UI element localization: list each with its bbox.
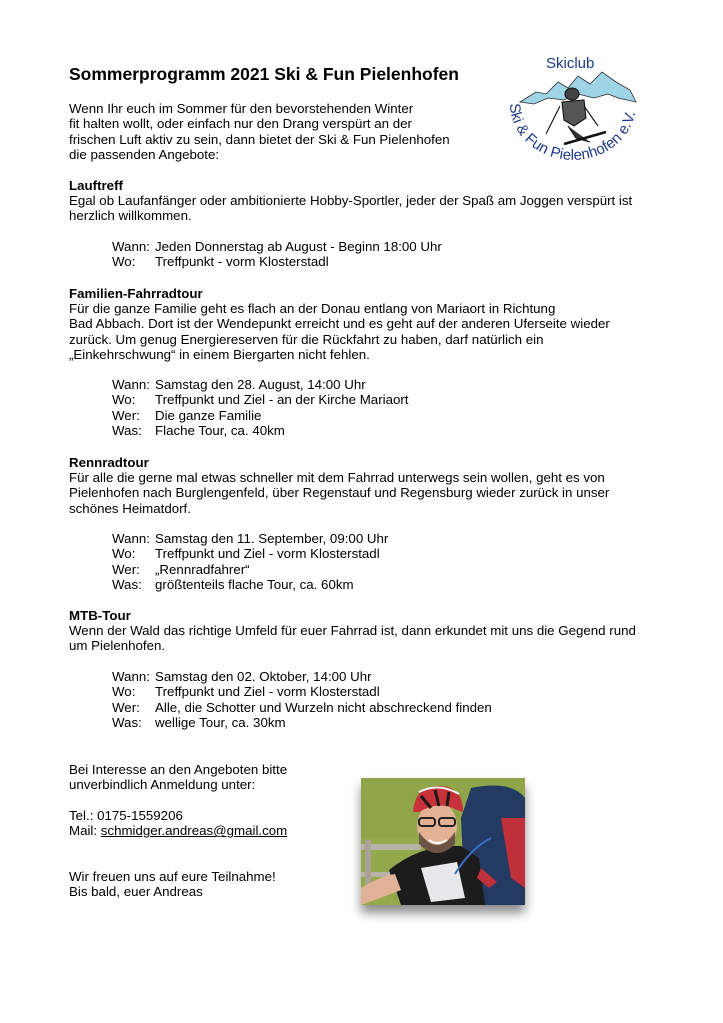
contact-details	[69, 808, 287, 839]
closing-text: Wir freuen uns auf eure Teilnahme! Bis bald, euer Andreas	[69, 869, 276, 900]
cyclist-photo-image	[361, 778, 525, 905]
details-mtb-tour	[112, 669, 492, 730]
section-heading-familien-fahrradtour: Familien-Fahrradtour	[69, 286, 203, 301]
email-link[interactable]: schmidger.andreas@gmail.com	[100, 823, 288, 839]
details-rennradtour	[112, 531, 388, 592]
intro-paragraph: Wenn Ihr euch im Sommer für den bevorstehenden Winter fit halten wollt, oder einfach nur den Drang verspürt an der frischen Luft aktiv zu sein, dann bietet der Ski & Fun Pielenhofen die passenden Angebote:	[69, 101, 450, 162]
section-body-rennradtour: Für alle die gerne mal etwas schneller mit dem Fahrrad unterwegs sein wollen, geht es von Pielenhofen nach Burglengenfeld, über Regenstauf und Regensburg wieder zurück in unser schönes Heimatdorf.	[69, 470, 610, 516]
detail-row: Wer: Alle, die Schotter und Wurzeln nicht abschreckend finden	[112, 699, 492, 715]
details-lauftreff	[112, 239, 442, 270]
section-body-familien-fahrradtour: Für die ganze Familie geht es flach an der Donau entlang von Mariaort in Richtung Bad Abbach. Dort ist der Wendepunkt erreicht und es geht auf der anderen Uferseite wieder zurück. Um genug Energiereserven für die Rückfahrt zu haben, darf natürlich ein „Einkehrschwung“ in einem Biergarten nicht fehlen.	[69, 301, 610, 362]
detail-row: Wann: Samstag den 11. September, 09:00 Uhr	[112, 531, 389, 546]
skiclub-logo-icon	[498, 46, 648, 174]
detail-row: Wo: Treffpunkt und Ziel - vorm Klosterstadl	[112, 546, 380, 562]
detail-row: Wer: Die ganze Familie	[112, 407, 262, 423]
cyclist-photo	[361, 778, 525, 905]
page-title: Sommerprogramm 2021 Ski & Fun Pielenhofen	[69, 64, 459, 84]
contact-intro: Bei Interesse an den Angeboten bitte unverbindlich Anmeldung unter:	[69, 762, 288, 793]
detail-row: Was: Flache Tour, ca. 40km	[112, 422, 285, 438]
section-body-lauftreff: Egal ob Laufanfänger oder ambitionierte Hobby-Sportler, jeder der Spaß am Joggen verspürt ist herzlich willkommen.	[69, 193, 633, 224]
detail-row: Wann: Samstag den 02. Oktober, 14:00 Uhr	[112, 669, 372, 684]
detail-row: Wo: Treffpunkt und Ziel - vorm Klosterstadl	[112, 684, 380, 700]
detail-row: Was: wellige Tour, ca. 30km	[112, 714, 286, 730]
section-heading-lauftreff: Lauftreff	[69, 178, 123, 193]
detail-row: Wo: Treffpunkt - vorm Klosterstadl	[112, 254, 329, 270]
detail-row: Wo: Treffpunkt und Ziel - an der Kirche Mariaort	[112, 392, 409, 408]
details-familien-fahrradtour	[112, 377, 409, 438]
section-body-mtb-tour: Wenn der Wald das richtige Umfeld für euer Fahrrad ist, dann erkundet mit uns die Gegend rund um Pielenhofen.	[69, 623, 636, 654]
contact-phone: Tel.: 0175-1559206	[69, 808, 183, 823]
detail-row: Wer: „Rennradfahrer“	[112, 561, 250, 577]
detail-row: Wann: Jeden Donnerstag ab August - Beginn 18:00 Uhr	[112, 239, 442, 254]
svg-text:Skiclub: Skiclub	[546, 55, 595, 72]
skiclub-logo	[498, 46, 648, 174]
section-heading-rennradtour: Rennradtour	[69, 455, 149, 470]
section-heading-mtb-tour: MTB-Tour	[69, 608, 131, 623]
svg-text:Ski & Fun Pielenhofen e.V.: Ski & Fun Pielenhofen e.V.	[505, 102, 640, 164]
detail-row: Was: größtenteils flache Tour, ca. 60km	[112, 576, 354, 592]
contact-mail-line: Mail: schmidger.andreas@gmail.com	[69, 823, 288, 839]
detail-row: Wann: Samstag den 28. August, 14:00 Uhr	[112, 377, 366, 392]
